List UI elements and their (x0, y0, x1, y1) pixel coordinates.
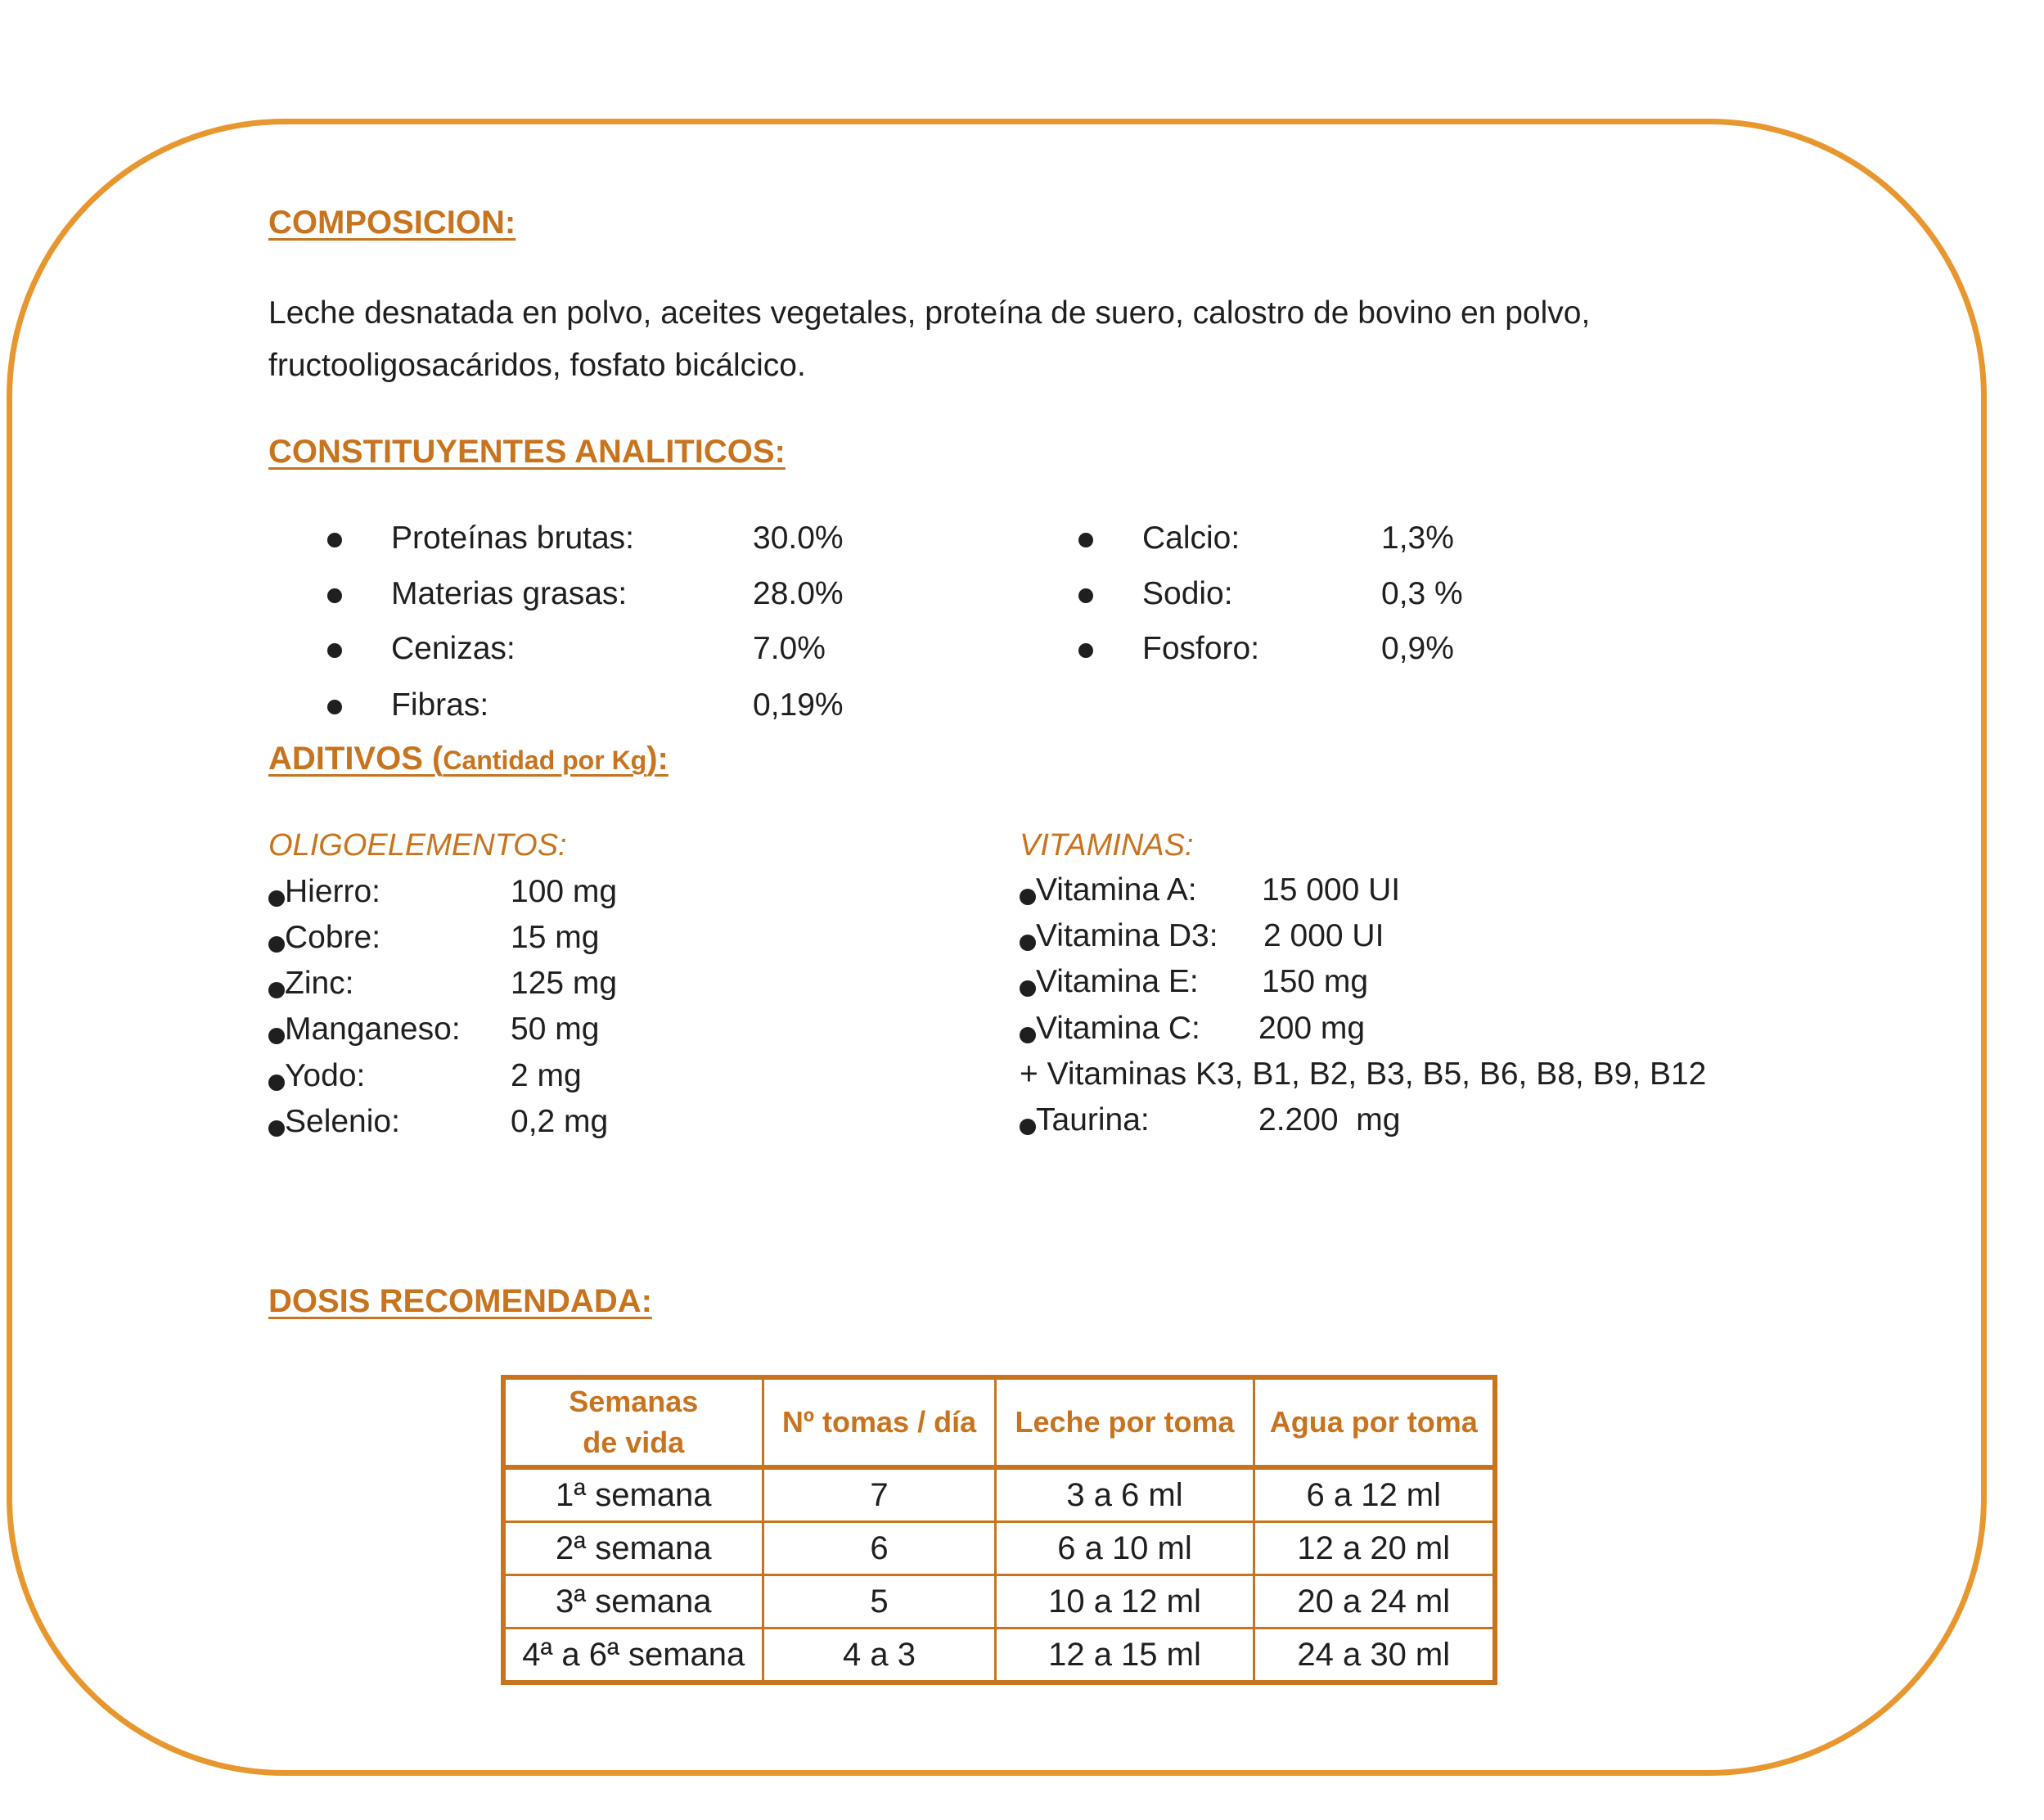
item-label: Manganeso: (285, 1011, 461, 1047)
item-label: Vitamina A: (1036, 872, 1197, 908)
table-cell: 2ª semana (503, 1522, 763, 1575)
table-cell: 6 (763, 1522, 996, 1575)
item-value: 125 mg (511, 966, 618, 1001)
item-value: 1,3% (1381, 520, 1454, 556)
item-value: 28.0% (753, 576, 844, 611)
item-label: Proteínas brutas: (391, 520, 634, 556)
item-label: Calcio: (1142, 520, 1240, 556)
table-cell: 4ª a 6ª semana (503, 1629, 763, 1683)
list-item (1020, 1011, 1366, 1047)
item-label: Vitamina D3: (1036, 918, 1218, 953)
item-value: 150 mg (1262, 964, 1369, 999)
list-item (268, 1011, 600, 1047)
list-item (268, 920, 600, 956)
table-cell: 12 a 20 ml (1254, 1522, 1495, 1575)
bullet-icon (1078, 643, 1093, 658)
table-cell: 3ª semana (503, 1575, 763, 1629)
list-item (1020, 1102, 1401, 1138)
list-item (1020, 872, 1401, 908)
bullet-icon (268, 936, 285, 953)
item-label: Yodo: (285, 1058, 366, 1093)
list-item (268, 966, 618, 1002)
table-cell: 1ª semana (503, 1467, 763, 1522)
vitaminas-title: VITAMINAS: (1020, 828, 1194, 863)
bullet-icon (1020, 980, 1036, 997)
table-cell: 7 (763, 1467, 996, 1522)
table-cell: 24 a 30 ml (1254, 1629, 1495, 1683)
bullet-icon (327, 643, 342, 658)
item-value: 0,19% (753, 687, 844, 723)
composicion-text-line1: Leche desnatada en polvo, aceites vegetales, proteína de suero, calostro de bovino en polvo, (268, 295, 1591, 331)
item-label: Fosforo: (1142, 631, 1260, 666)
list-item (1020, 964, 1369, 1000)
table-cell: 6 a 10 ml (996, 1522, 1254, 1575)
aditivos-heading-small: Cantidad por Kg (443, 746, 647, 775)
table-header-row (503, 1377, 1495, 1467)
item-label: Materias grasas: (391, 576, 628, 611)
list-item (268, 1104, 609, 1140)
table-cell: 4 a 3 (763, 1629, 996, 1683)
bullet-icon (268, 1120, 285, 1137)
bullet-icon (268, 1028, 285, 1044)
item-value: 200 mg (1258, 1011, 1366, 1046)
aditivos-heading-end: ): (646, 741, 669, 777)
item-label: Selenio: (285, 1104, 400, 1139)
header-agua: Agua por toma (1254, 1377, 1495, 1467)
item-label: Vitamina E: (1036, 964, 1199, 999)
dosis-heading: DOSIS RECOMENDADA: (268, 1283, 652, 1319)
aditivos-heading (268, 741, 669, 777)
list-item (268, 874, 618, 910)
header-label: Semanas de vida (569, 1385, 699, 1459)
constituyentes-heading: CONSTITUYENTES ANALITICOS: (268, 434, 786, 470)
table-row (503, 1575, 1495, 1629)
bullet-icon (1020, 1027, 1036, 1043)
bullet-icon (1078, 588, 1093, 603)
table-row (503, 1629, 1495, 1683)
bullet-icon (268, 890, 285, 907)
bullet-icon (327, 533, 342, 547)
bullet-icon (327, 700, 342, 714)
list-item (327, 687, 844, 723)
list-item (1078, 520, 1454, 556)
item-label: Cobre: (285, 920, 381, 955)
composicion-heading: COMPOSICION: (268, 205, 516, 241)
header-semanas (503, 1377, 763, 1467)
list-item (1020, 918, 1384, 954)
oligoelementos-title: OLIGOELEMENTOS: (268, 828, 567, 863)
item-label: Zinc: (285, 966, 354, 1001)
list-item (327, 631, 826, 667)
table-cell: 6 a 12 ml (1254, 1467, 1495, 1522)
list-item (327, 576, 844, 612)
item-value: 0,9% (1381, 631, 1454, 666)
item-label: Hierro: (285, 874, 381, 909)
table-row (503, 1522, 1495, 1575)
table-cell: 12 a 15 ml (996, 1629, 1254, 1683)
item-value: 30.0% (753, 520, 844, 556)
bullet-icon (1020, 889, 1036, 905)
item-value: 7.0% (753, 631, 826, 666)
table-row (503, 1467, 1495, 1522)
bullet-icon (1078, 533, 1093, 547)
item-value: 15 mg (511, 920, 600, 955)
bullet-icon (1020, 1119, 1036, 1135)
bullet-icon (1020, 935, 1036, 951)
header-leche: Leche por toma (996, 1377, 1254, 1467)
bullet-icon (268, 982, 285, 998)
table-cell: 20 a 24 ml (1254, 1575, 1495, 1629)
item-label: Taurina: (1036, 1102, 1150, 1138)
composicion-text-line2: fructooligosacáridos, fosfato bicálcico. (268, 348, 806, 383)
item-value: 2.200 mg (1258, 1102, 1401, 1138)
item-label: Vitamina C: (1036, 1011, 1200, 1046)
item-label: Sodio: (1142, 576, 1233, 611)
bullet-icon (268, 1074, 285, 1091)
item-value: 100 mg (511, 874, 618, 909)
item-value: 0,2 mg (511, 1104, 609, 1139)
bullet-icon (327, 588, 342, 603)
item-label: Cenizas: (391, 631, 516, 666)
table-cell: 10 a 12 ml (996, 1575, 1254, 1629)
list-item (327, 520, 844, 556)
aditivos-heading-main: ADITIVOS ( (268, 741, 443, 777)
list-item (268, 1058, 582, 1094)
list-item (1078, 631, 1454, 667)
table-cell: 5 (763, 1575, 996, 1629)
dosis-table (501, 1375, 1497, 1685)
item-value: 2 mg (511, 1058, 582, 1093)
list-item (1078, 576, 1463, 612)
header-tomas: Nº tomas / día (763, 1377, 996, 1467)
item-value: 0,3 % (1381, 576, 1463, 611)
item-value: 15 000 UI (1262, 872, 1401, 908)
item-label: Fibras: (391, 687, 489, 723)
vitaminas-extra: + Vitaminas K3, B1, B2, B3, B5, B6, B8, B9, B12 (1020, 1056, 1707, 1092)
item-value: 2 000 UI (1263, 918, 1384, 953)
table-cell: 3 a 6 ml (996, 1467, 1254, 1522)
item-value: 50 mg (511, 1011, 600, 1047)
